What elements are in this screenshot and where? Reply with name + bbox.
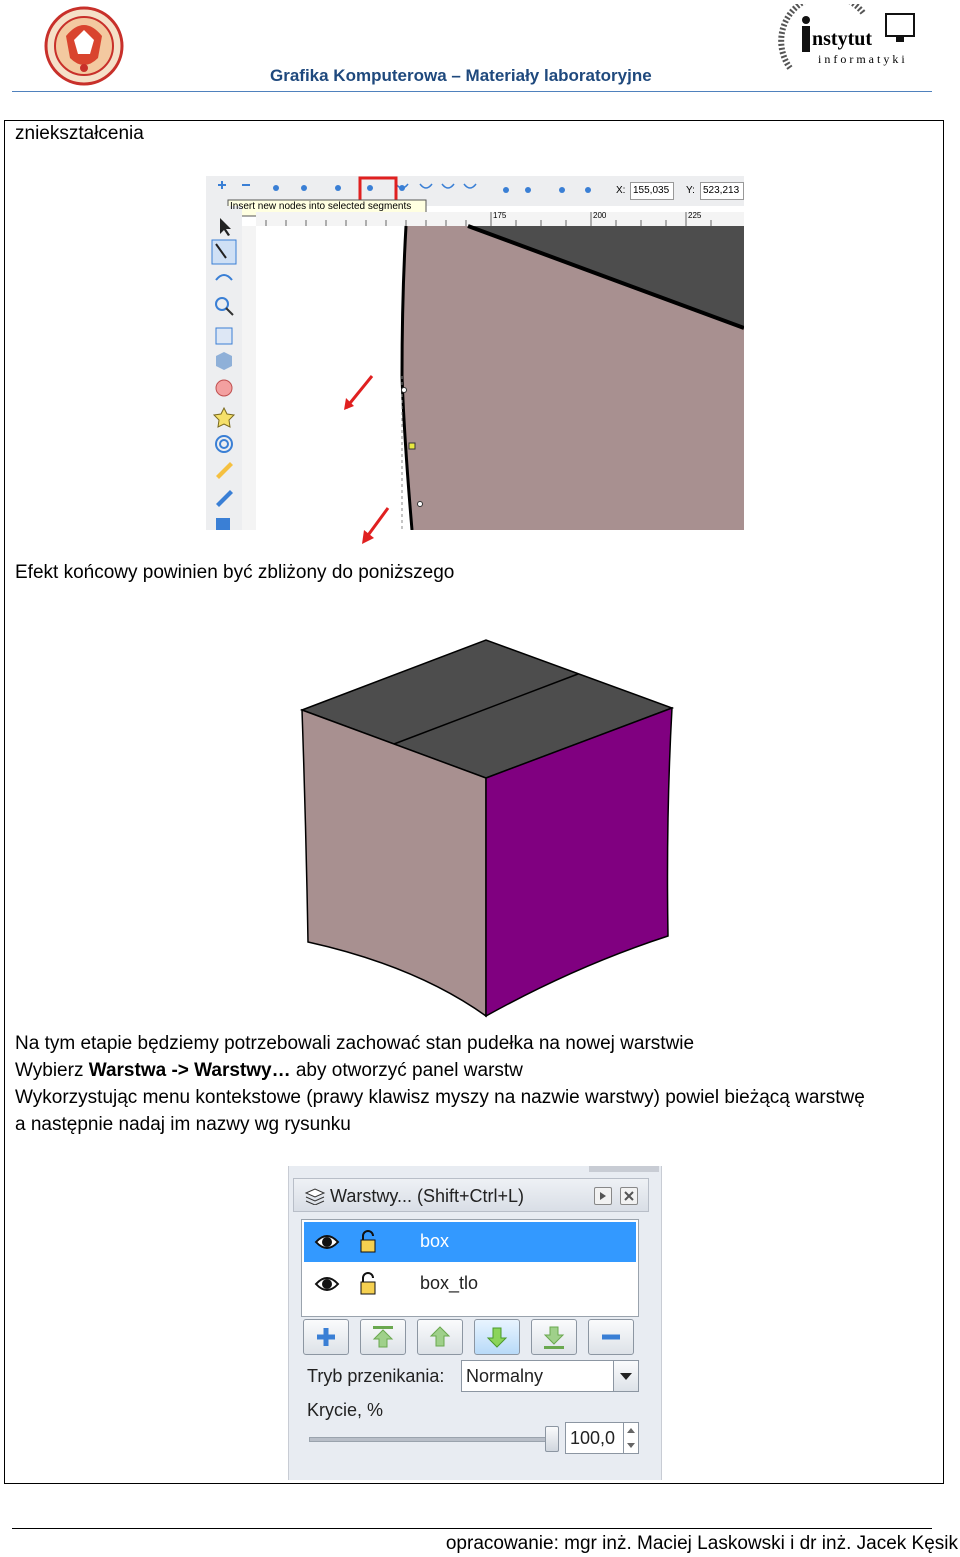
y-coord-label: Y:: [686, 185, 695, 196]
arrow-down-icon: [475, 1320, 519, 1354]
layer-row-box[interactable]: [304, 1222, 636, 1262]
ruler-label-200: 200: [593, 211, 607, 220]
add-layer-button[interactable]: [303, 1319, 349, 1355]
layers-panel-titlebar: [293, 1178, 649, 1212]
cube-illustration: [296, 636, 678, 1020]
institute-logo: [776, 4, 922, 84]
text-rename: a następnie nadaj im nazwy wg rysunku: [15, 1114, 351, 1135]
raise-to-top-button[interactable]: [360, 1319, 406, 1355]
text-final-effect: Efekt końcowy powinien być zbliżony do poniższego: [15, 562, 455, 583]
spin-up-button[interactable]: [623, 1423, 638, 1438]
raise-layer-button[interactable]: [417, 1319, 463, 1355]
dropdown-button[interactable]: [613, 1361, 638, 1391]
layer-row-box-tlo[interactable]: [304, 1264, 636, 1304]
opacity-label: Krycie, %: [307, 1400, 384, 1420]
eye-icon[interactable]: [314, 1274, 340, 1294]
text-choose-pre: Wybierz: [15, 1060, 89, 1081]
arrow-bottom-icon: [532, 1320, 576, 1354]
university-logo: [44, 6, 124, 86]
lower-to-bottom-button[interactable]: [531, 1319, 577, 1355]
layers-list: [301, 1219, 639, 1317]
layers-icon: [304, 1187, 326, 1205]
ruler-label-225: 225: [688, 211, 702, 220]
panel-menu-button[interactable]: [594, 1187, 612, 1205]
spin-down-button[interactable]: [623, 1438, 638, 1453]
inkscape-canvas: [206, 176, 744, 530]
menu-path-layers: Warstwa -> Warstwy…: [88, 1060, 291, 1081]
text-context-menu: Wykorzystując menu kontekstowe (prawy klawisz myszy na nazwie warstwy) powiel bieżącą warstwę: [15, 1087, 865, 1108]
minus-icon: [589, 1320, 633, 1354]
delete-layer-button[interactable]: [588, 1319, 634, 1355]
header-rule: [12, 91, 932, 92]
blend-mode-label: Tryb przenikania:: [307, 1366, 445, 1386]
x-coord-label: X:: [616, 185, 626, 196]
header-title: Grafika Komputerowa – Materiały laboratoryjne: [270, 66, 652, 85]
institute-logo-line1: nstytut: [812, 28, 873, 50]
text-stage: Na tym etapie będziemy potrzebowali zachować stan pudełka na nowej warstwie: [15, 1033, 695, 1054]
text-choose-layers: [15, 1058, 523, 1084]
ruler-label-175: 175: [493, 211, 507, 220]
unlocked-lock-icon[interactable]: [358, 1272, 378, 1296]
lower-layer-button[interactable]: [474, 1319, 520, 1355]
x-coord-field[interactable]: 155,035: [630, 182, 674, 200]
opacity-slider-thumb[interactable]: [545, 1426, 559, 1452]
arrow-top-icon: [361, 1320, 405, 1354]
blend-mode-value: Normalny: [466, 1366, 544, 1386]
panel-close-button[interactable]: [620, 1187, 638, 1205]
layer-name-box-tlo[interactable]: box_tlo: [420, 1273, 479, 1293]
footer-rule: [12, 1528, 932, 1529]
institute-logo-line2: informatyki: [818, 52, 908, 66]
opacity-value: 100,0: [570, 1428, 616, 1448]
spin-up-icon: [624, 1423, 638, 1438]
plus-icon: [304, 1320, 348, 1354]
eye-icon[interactable]: [314, 1232, 340, 1252]
play-icon: [595, 1188, 611, 1204]
text-distortions: zniekształcenia: [15, 123, 144, 144]
close-icon: [621, 1188, 637, 1204]
footer-authors: opracowanie: mgr inż. Maciej Laskowski i dr inż. Jacek Kęsik: [445, 1533, 958, 1554]
arrow-up-icon: [418, 1320, 462, 1354]
y-coord-field[interactable]: 523,213: [700, 182, 744, 200]
opacity-spinbox[interactable]: [565, 1422, 639, 1454]
layers-panel-title: Warstwy... (Shift+Ctrl+L): [330, 1186, 525, 1206]
opacity-slider-track[interactable]: [309, 1437, 555, 1442]
blend-mode-select[interactable]: [461, 1360, 639, 1392]
text-choose-post: aby otworzyć panel warstw: [290, 1060, 523, 1081]
spin-down-icon: [624, 1438, 638, 1453]
tooltip-text: Insert new nodes into selected segments: [230, 201, 412, 212]
chevron-down-icon: [614, 1361, 638, 1391]
layers-panel: [288, 1166, 662, 1480]
red-arrow: [358, 504, 394, 546]
layer-name-box[interactable]: box: [420, 1231, 450, 1251]
inkscape-screenshot: [206, 176, 744, 530]
unlocked-lock-icon[interactable]: [358, 1230, 378, 1254]
